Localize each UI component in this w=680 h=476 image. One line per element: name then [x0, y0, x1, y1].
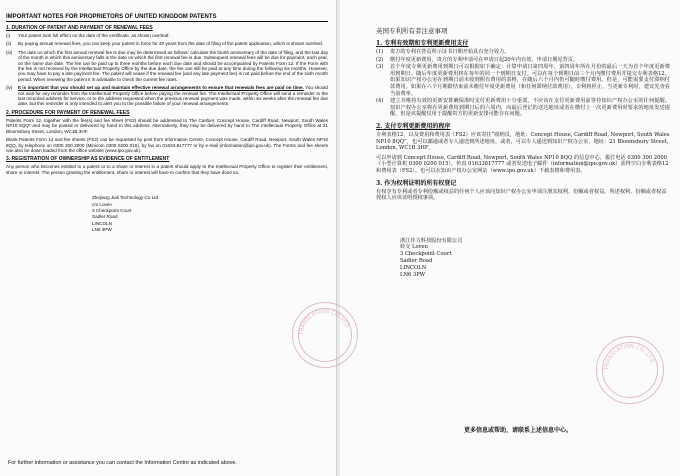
section-2-heading: 2. PROCEDURE FOR PAYMENT OF RENEWAL FEES — [6, 109, 130, 116]
section-2-paragraph-1-cn: 专利表格12，以及费用和费用表（FS2）应该寄往“收纳员，地址：Concept House, Cardiff Road, Newport, South Wales NP10 8QQ”，也可以邮递或者专人递送到所述地址。或者，可以专人递送到知识产权办公室，地址：21 Bloomsbury Street, London, WC1B 3HF。 — [376, 131, 670, 152]
address-line: LN6 3PW — [400, 271, 426, 278]
section-1-heading-cn — [376, 38, 670, 47]
item-text: You should not wait for any reminder from the Intellectual Property Office before paying the renewal fee. The Intellectual Property Office will send a reminder to the last recorded address for service, or to the address requested when the previous renewal payment was made, within six weeks after the renewal fee due date, but this reminder is only intended to alert you to the possible failure of your renewal arrangements. — [18, 85, 328, 107]
section-1-item-4-cn — [376, 98, 670, 118]
section-1-item-3-cn — [376, 64, 670, 97]
item-number: (ii) — [6, 41, 12, 47]
item-text: 贵方的专利在背页所示证书日期开始具有充分效力。 — [390, 49, 510, 55]
address-line: Sadler Road — [400, 258, 433, 265]
section-2-heading-cn — [376, 121, 670, 130]
section-2-paragraph-2-cn: 可以申请到 Concept House, Cardiff Road, Newport, South Wales NP10 8QQ 的信息中心，拨打电话 0300 300 2000（小型计算机 0300 0200 015），传真 01633817777 或者发送电子邮件（information@ipo.gov.uk）获得空白专利表格12和费用表（FS2）。也可以在知识产权办公室网站（www.ipo.gov.uk）下载表格和费用表。 — [376, 154, 669, 174]
address-line: Sadler Road — [92, 214, 118, 220]
section-1-heading: 1. DURATION OF PATENT AND PAYMENT OF RENEWAL FEES — [6, 25, 153, 31]
translation-seal — [292, 302, 358, 368]
notes-title-cn: 英国专利所有者注意事项 — [376, 27, 448, 35]
seal-ring-icon — [293, 303, 357, 367]
section-1-item-4 — [6, 85, 328, 107]
item-number: (iv) — [6, 85, 13, 91]
section-2-paragraph-1: Patents Form 12, together with the fee(s) and fee sheet (FS2) should be addressed to The Cashier, Concept House, Cardiff Road, Newport, South Wales NP10 8QQ* and may be posted or delivered by hand to this address. Alternatively, they may be delivered by hand to The Intellectual Property Office at 21 Bloomsbury Street, London, WC1B 3HF. — [6, 117, 328, 134]
recipient-address-cn — [400, 238, 670, 279]
footer-note: For further information or assistance you can contact the Information Centre as indicated above. — [8, 460, 237, 466]
item-number: (4) — [376, 98, 384, 105]
recipient-address — [92, 195, 328, 233]
item-text: 建立并维持有效的更新安排确保准时支付更新费用十分重要。不应该在支付更新费用前等待知识产权办公室的任何提醒。知识产权办公室将在更新费用到期日后的六周内，向最后登记的送达地址或者在缴付上一次更新费用时要求的地址发送提醒，但是该提醒仅用于提醒贵方的更新安排可能存在问题。 — [390, 98, 670, 118]
address-line: c/o Loven — [92, 201, 112, 207]
item-text: Your patent took full effect on the date of the certificate, as shown overleaf. — [18, 33, 170, 38]
section-1-item-2 — [6, 41, 328, 46]
section-1-item-2-cn — [376, 57, 670, 64]
address-line: 浙江佳力科技股份有限公司 — [400, 237, 463, 244]
seal-text: TRANSLATION CO.,LTD. — [603, 343, 656, 371]
section-1-item-1 — [6, 33, 328, 38]
item-text-container — [18, 85, 328, 107]
address-line: Zhejiang Jiali Technology Co Ltd — [92, 195, 159, 201]
section-2-paragraph-2: Blank Patents Form 12 and fee sheets (FS2) can be requested by post from Information Centre, Concept House, Cardiff Road, Newport, South Wales NP10 8QQ, by telephone on 0300 300 2000 (Minicom 0300 0200 015), by fax on 01633-817777 or by e-mail (information@ipo.gov.uk). The Forms and fee sheets can also be down loaded from the office website (www.ipo.gov.uk). — [6, 137, 328, 153]
item-text: The date on which the first annual renewal fee is due may be determined as follows: calculate the fourth anniversary of the date of filing, and the last day of the month in which this anniversary falls is the date on which the first renewal fee is due. Subsequent renewal fees will be due for payment, each year, on the same due date. The fee can be paid up to three months before each due date and should be accompanied by Patents Form 12. If the Form with the fee is not received by the Intellectual Property Office by the due date, the fee can still be paid at any time during the following six months. However, you may have to pay a late payment fee. The patent will cease if the renewal fee (and any late payment fee) is not paid before the end of the sixth month period. When renewing the patent it is advisable to check the current fee rates. — [18, 49, 328, 82]
section-3-heading: 3. REGISTRATION OF OWNERSHIP AS EVIDENCE OF ENTITLEMENT — [6, 156, 170, 163]
item-text: By paying annual renewal fees, you can keep your patent in force for 20 years from the date of filing of the patent application, which is shown overleaf. — [18, 41, 324, 47]
item-emphasis: It is important that you should set up and maintain effective renewal arrangements to ensure that renewals fees are paid on time. — [18, 85, 304, 91]
chinese-notes-page — [340, 0, 680, 476]
english-notes-page — [0, 0, 337, 476]
section-3-paragraph: Any person who becomes entitled to a patent or to a share or interest in a patent should apply to the Intellectual Property Office to register their entitlement, share or interest. The person granting the entitlement, share or interest will have to confirm that they have done so. — [6, 164, 328, 175]
address-line: LINCOLN — [92, 220, 112, 226]
svg-text:TRANSLATION CO.,LTD. — [604, 344, 655, 371]
section-1-item-3 — [6, 50, 328, 82]
heading-text: 2. 支付专利更新费用的程序 — [376, 122, 451, 130]
heading-text: 1. 专利有效期和专利更新费用支付 — [376, 40, 469, 47]
seal-text: TRANSLATION CO.,LTD. — [298, 308, 351, 336]
address-line: LN6 3PW — [92, 227, 112, 233]
translation-seal — [596, 336, 664, 404]
address-line: 3 Checkpoint Court — [400, 251, 452, 258]
notes-title: IMPORTANT NOTES FOR PROPRIETORS OF UNITED KINGDOM PATENTS — [6, 14, 328, 22]
item-text: 首个年度专利更新费用到期日可以根据如下确定：计算申请日第四周年，第四周年所在月份的最后一天为首个年度更新费用到期日。随后年度更新费用将在每年的同一个到期日支付。可以在每个到期日前三个月内缴付费用并提交专利表格12。如果知识产权办公室在到期日前未收到附有费用的表格，在随后六个月内仍可随时缴付费用。但是，可能需要支付滞纳付款费用。如果在六个月期限结束前未缴付年度更新费用（和任何滞纳付款费用），专利将停止。当更新专利时，建议先查看当前费率。 — [390, 64, 670, 97]
section-1-item-1-cn — [376, 49, 670, 56]
item-number: (iii) — [6, 49, 13, 55]
section-3-paragraph-cn: 有权享有专利或者专利份额或权益的任何个人应该向知识产权办公室申请注册其权利、份额或者权益。所述权利、份额或者权益授权人应该证明授权事项。 — [376, 188, 667, 202]
item-number: (2) — [376, 56, 384, 63]
item-number: (i) — [6, 33, 11, 38]
footer-note-cn: 更多信息或帮助，请联系上述信息中心。 — [464, 427, 573, 434]
seal-ring-icon — [597, 337, 663, 403]
item-text: 缴付年度更新费用，贵方的专利申请可在申请日起20年内有效，申请日期见背页。 — [390, 56, 579, 63]
svg-text:TRANSLATION CO.,LTD. — [299, 309, 350, 336]
item-number: (1) — [376, 49, 384, 55]
address-line: 转交 Loven — [400, 244, 428, 251]
item-number: (3) — [376, 64, 384, 71]
address-line: 3 Checkpoint Court — [92, 207, 132, 213]
section-3-heading-cn: 3. 作为权利证明的所有权登记 — [376, 179, 457, 187]
address-line: LINCOLN — [400, 264, 427, 271]
